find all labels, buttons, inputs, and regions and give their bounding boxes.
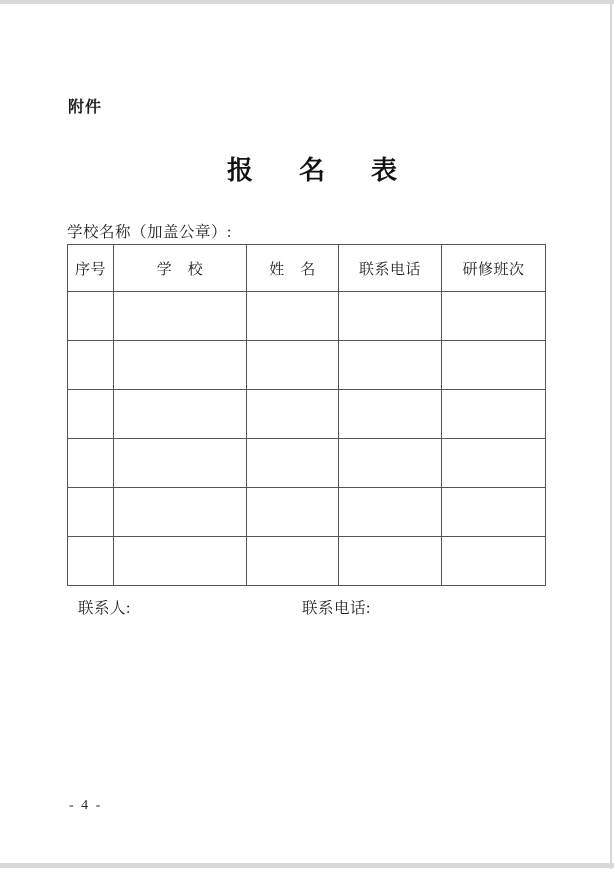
contact-person-label: 联系人: [78, 600, 131, 617]
table-row [68, 292, 546, 341]
column-header-phone: 联系电话 [339, 245, 442, 292]
table-cell [247, 537, 339, 586]
column-header-name: 姓 名 [247, 245, 339, 292]
column-header-session: 研修班次 [442, 245, 546, 292]
page-edge-top [0, 0, 614, 4]
page-edge-right [610, 0, 612, 869]
table-cell [442, 390, 546, 439]
table-cell [442, 488, 546, 537]
table-cell [442, 439, 546, 488]
table-cell [247, 341, 339, 390]
table-body [68, 292, 546, 586]
table-cell [339, 439, 442, 488]
table-cell [114, 537, 247, 586]
table-cell [339, 488, 442, 537]
column-header-index: 序号 [68, 245, 114, 292]
table-row [68, 488, 546, 537]
page-edge-bottom [0, 863, 614, 868]
table-cell [68, 537, 114, 586]
table-cell [114, 488, 247, 537]
school-name-label: 学校名称（加盖公章）: [67, 224, 232, 241]
table-cell [68, 390, 114, 439]
table-cell [339, 292, 442, 341]
attachment-label: 附件 [68, 99, 103, 116]
table-cell [68, 439, 114, 488]
table-header-row [68, 245, 546, 292]
table-cell [114, 341, 247, 390]
table-cell [68, 488, 114, 537]
table-cell [442, 341, 546, 390]
table-row [68, 439, 546, 488]
table-row [68, 390, 546, 439]
page-title: 报 名 表 [226, 156, 407, 185]
table-row [68, 537, 546, 586]
contact-row [0, 596, 614, 617]
table-cell [247, 439, 339, 488]
registration-table [67, 244, 546, 586]
table-cell [114, 292, 247, 341]
table-cell [247, 292, 339, 341]
table-row [68, 341, 546, 390]
column-header-school: 学 校 [114, 245, 247, 292]
table-cell [442, 537, 546, 586]
table-cell [339, 341, 442, 390]
page-number: - 4 - [69, 798, 103, 813]
contact-phone-label: 联系电话: [302, 600, 371, 617]
table-cell [68, 341, 114, 390]
table-cell [339, 390, 442, 439]
table-cell [247, 390, 339, 439]
table-cell [114, 390, 247, 439]
table-cell [114, 439, 247, 488]
table-cell [442, 292, 546, 341]
table-cell [68, 292, 114, 341]
table-cell [247, 488, 339, 537]
table-cell [339, 537, 442, 586]
